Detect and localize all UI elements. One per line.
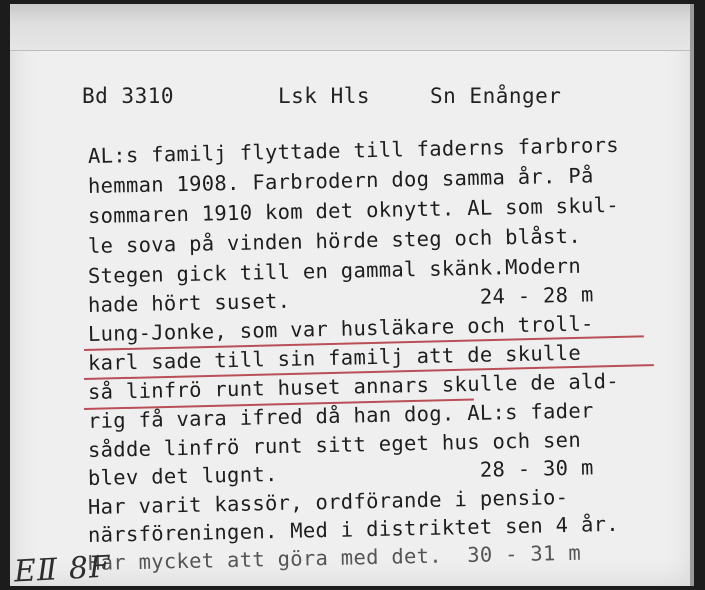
text-line-6: hade hört suset. 24 - 28 m: [87, 282, 594, 317]
text-line-1: AL:s familj flyttade till faderns farbrors: [87, 132, 620, 168]
card-right-edge: [690, 4, 694, 586]
text-line-13: Har varit kassör, ordförande i pensio-: [87, 484, 569, 519]
text-line-5: Stegen gick till en gammal skänk.Modern: [87, 253, 582, 288]
parish-name: Sn Enånger: [430, 84, 562, 108]
index-card: [10, 4, 694, 586]
text-line-11: sådde linfrö runt sitt eget hus och sen: [87, 427, 582, 462]
region-code: Lsk Hls: [278, 84, 371, 108]
text-line-14: närsföreningen. Med i distriktet sen 4 år.: [87, 511, 620, 547]
text-line-3: sommaren 1910 kom det oknytt. AL som skul-: [87, 192, 620, 228]
text-line-2: hemman 1908. Farbrodern dog samma år. På: [87, 163, 594, 198]
text-line-12: blev det lugnt. 28 - 30 m: [87, 455, 594, 490]
text-line-4: le sova på vinden hörde steg och blåst.: [87, 223, 582, 258]
text-line-15: Har mycket att göra med det. 30 - 31 m: [87, 540, 582, 575]
text-line-7: Lung-Jonke, som var husläkare och troll-: [87, 311, 594, 346]
text-line-10: rig få vara ifred då han dog. AL:s fader: [87, 398, 594, 433]
record-number: Bd 3310: [82, 84, 175, 108]
text-line-8: karl sade till sin familj att de skulle: [87, 340, 582, 375]
card-top-edge: [10, 4, 694, 51]
handwritten-note: EⅡ 8F: [13, 549, 112, 590]
text-line-9: så linfrö runt huset annars skulle de ald-: [87, 368, 620, 404]
